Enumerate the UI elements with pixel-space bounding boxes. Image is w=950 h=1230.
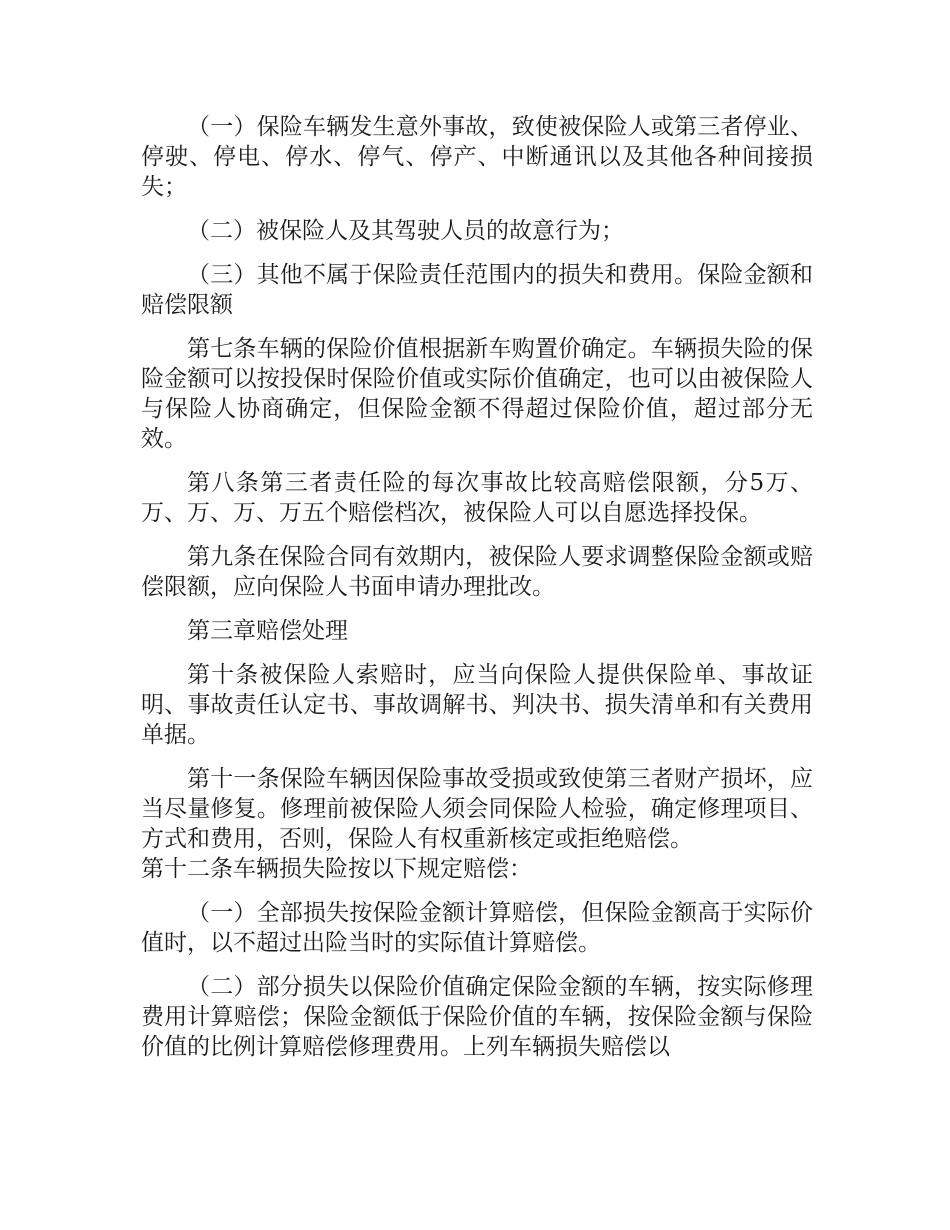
paragraph-article-10: 第十条被保险人索赔时，应当向保险人提供保险单、事故证明、事故责任认定书、事故调解书、判决书、损失清单和有关费用单据。: [141, 662, 813, 748]
paragraph-compensation-1: （一）全部损失按保险金额计算赔偿，但保险金额高于实际价值时，以不超过出险当时的实际值计算赔偿。: [141, 900, 813, 956]
paragraph-compensation-2: （二）部分损失以保险价值确定保险金额的车辆，按实际修理费用计算赔偿；保险金额低于保险价值的车辆，按保险金额与保险价值的比例计算赔偿修理费用。上列车辆损失赔偿以: [141, 974, 813, 1060]
paragraph-article-7: 第七条车辆的保险价值根据新车购置价确定。车辆损失险的保险金额可以按投保时保险价值或实际价值确定，也可以由被保险人与保险人协商确定，但保险金额不得超过保险价值，超过部分无效。: [141, 336, 813, 452]
chapter-heading: 第三章赔偿处理: [187, 618, 348, 644]
paragraph-article-8: 第八条第三者责任险的每次事故比较高赔偿限额，分5万、万、万、万、万五个赔偿档次，被保险人可以自愿选择投保。: [141, 470, 813, 526]
paragraph-exclusion-2: （二）被保险人及其驾驶人员的故意行为；: [187, 218, 624, 244]
paragraph-article-9: 第九条在保险合同有效期内，被保险人要求调整保险金额或赔偿限额，应向保险人书面申请办理批改。: [141, 544, 813, 600]
document-body: [141, 112, 813, 1076]
paragraph-article-12: 第十二条车辆损失险按以下规定赔偿：: [141, 856, 532, 882]
paragraph-article-11: 第十一条保险车辆因保险事故受损或致使第三者财产损坏，应当尽量修复。修理前被保险人须会同保险人检验，确定修理项目、方式和费用，否则，保险人有权重新核定或拒绝赔偿。: [141, 766, 813, 852]
paragraph-exclusion-3: （三）其他不属于保险责任范围内的损失和费用。保险金额和赔偿限额: [141, 262, 813, 318]
paragraph-exclusion-1: （一）保险车辆发生意外事故，致使被保险人或第三者停业、停驶、停电、停水、停气、停产、中断通讯以及其他各种间接损失；: [141, 114, 813, 200]
